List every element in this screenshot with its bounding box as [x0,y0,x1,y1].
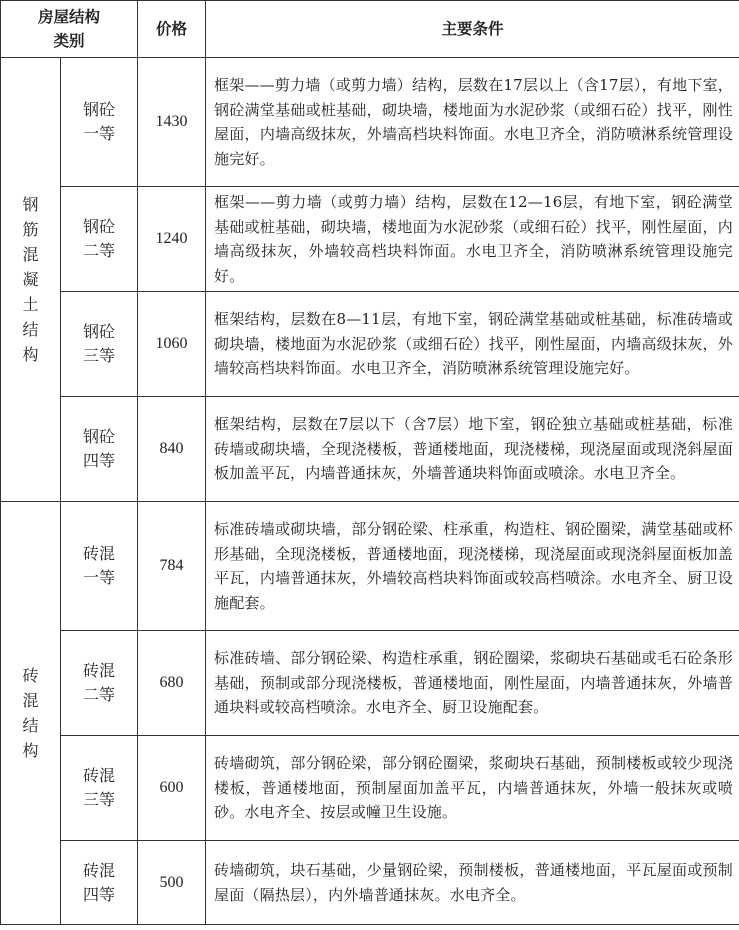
price-cell: 600 [138,736,206,841]
price-cell: 1240 [138,187,206,292]
table-row [1,631,739,736]
conditions-cell: 框架——剪力墙（或剪力墙）结构，层数在12—16层，有地下室，钢砼满堂基础或桩基础，砌块墙，楼地面为水泥砂浆（或细石砼）找平，刚性屋面，内墙高级抹灰，外墙较高档块料饰面。水电卫齐全，消防喷淋系统管理设施完好。 [206,187,739,292]
table-row [1,187,739,292]
table-row [1,502,739,631]
grade-cell [61,736,138,841]
table-row [1,58,739,187]
grade-cell [61,292,138,397]
conditions-cell: 框架结构，层数在8—11层，有地下室，钢砼满堂基础或桩基础，标准砖墙或砌块墙，楼地面为水泥砂浆（或细石砼）找平，刚性屋面，内墙高级抹灰，外墙较高档块料饰面。水电卫齐全，消防喷淋系统管理设施完好。 [206,292,739,397]
category-label: 钢筋混凝土结构 [22,195,39,364]
grade-label: 砖混三等 [82,766,115,809]
grade-label: 钢砼四等 [82,427,115,470]
conditions-cell: 标准砖墙或砌块墙，部分钢砼梁、柱承重，构造柱、钢砼圈梁，满堂基础或杯形基础，全现浇楼板，普通楼地面，现浇楼梯，现浇屋面或现浇斜屋面板加盖平瓦，内墙普通抹灰，外墙较高档块料饰面或较高档喷涂。水电齐全、厨卫设施配套。 [206,502,739,631]
grade-label: 砖混一等 [82,544,115,587]
price-cell: 1060 [138,292,206,397]
price-cell: 500 [138,841,206,925]
price-cell: 680 [138,631,206,736]
price-cell: 1430 [138,58,206,187]
grade-label: 钢砼二等 [82,217,115,260]
header-row [1,1,739,58]
header-category [1,1,138,58]
conditions-cell: 框架结构，层数在7层以下（含7层）地下室，钢砼独立基础或桩基础，标准砖墙或砌块墙，全现浇楼板，普通楼地面，现浇楼梯，现浇屋面或现浇斜屋面板加盖平瓦，内墙普通抹灰，外墙普通块料饰面或喷涂。水电卫齐全。 [206,397,739,502]
table-row [1,841,739,925]
grade-cell [61,841,138,925]
conditions-cell: 框架——剪力墙（或剪力墙）结构，层数在17层以上（含17层），有地下室，钢砼满堂基础或桩基础，砌块墙，楼地面为水泥砂浆（或细石砼）找平，刚性屋面，内墙高级抹灰，外墙高档块料饰面。水电卫齐全，消防喷淋系统管理设施完好。 [206,58,739,187]
header-category-text: 房屋结构类别 [38,7,101,50]
header-price: 价格 [138,1,206,58]
grade-cell [61,187,138,292]
price-cell: 784 [138,502,206,631]
table-row [1,736,739,841]
category-label: 砖混结构 [22,666,39,760]
table-row [1,292,739,397]
category-cell-rc [1,58,61,502]
conditions-cell: 砖墙砌筑，块石基础，少量钢砼梁，预制楼板，普通楼地面，平瓦屋面或预制屋面（隔热层），内外墙普通抹灰。水电齐全。 [206,841,739,925]
grade-label: 钢砼三等 [82,322,115,365]
price-cell: 840 [138,397,206,502]
conditions-cell: 标准砖墙、部分钢砼梁、构造柱承重，钢砼圈梁，浆砌块石基础或毛石砼条形基础，预制或部分现浇楼板，普通楼地面，刚性屋面，内墙普通抹灰，外墙普通块料或较高档喷涂。水电齐全、厨卫设施配套。 [206,631,739,736]
header-conditions: 主要条件 [206,1,739,58]
category-cell-brick [1,502,61,925]
table-row [1,397,739,502]
conditions-cell: 砖墙砌筑，部分钢砼梁，部分钢砼圈梁，浆砌块石基础，预制楼板或较少现浇楼板，普通楼地面，预制屋面加盖平瓦，内墙普通抹灰，外墙一般抹灰或喷砂。水电齐全、按层或幢卫生设施。 [206,736,739,841]
grade-cell [61,631,138,736]
grade-cell [61,397,138,502]
grade-label: 钢砼一等 [82,100,115,143]
grade-cell [61,58,138,187]
grade-cell [61,502,138,631]
grade-label: 砖混二等 [82,661,115,704]
grade-label: 砖混四等 [82,860,115,904]
